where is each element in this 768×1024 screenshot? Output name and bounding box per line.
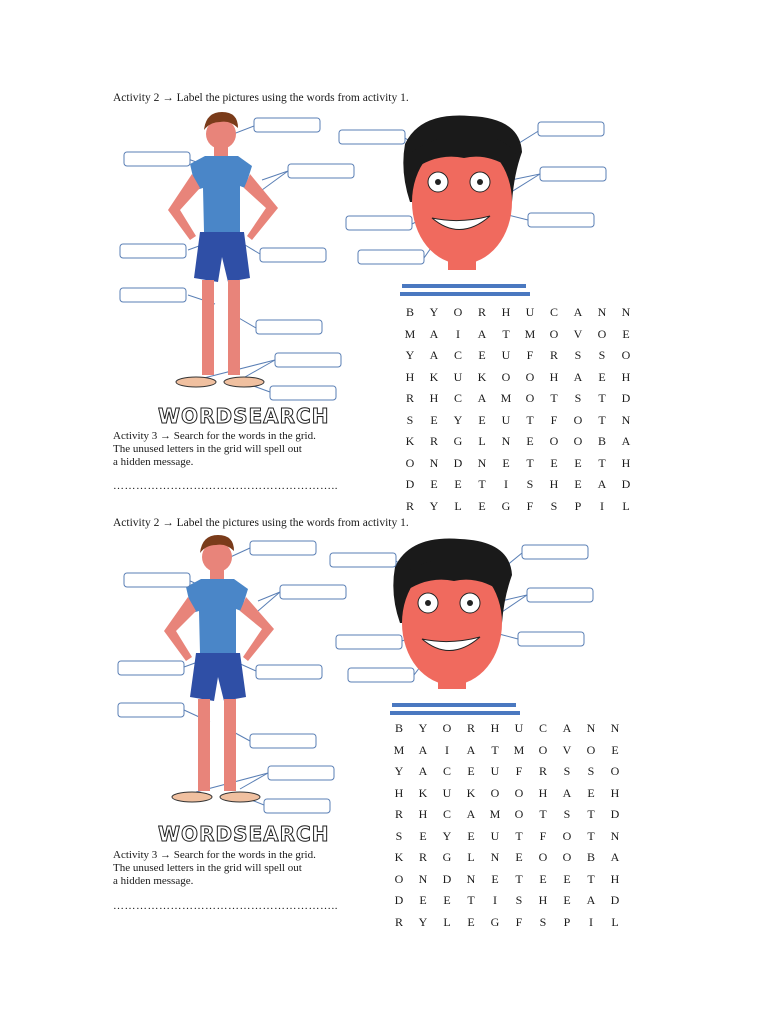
grid-letter: E [430,477,438,492]
grid-letter: E [598,369,606,384]
grid-letter: R [466,721,475,736]
grid-letter: F [515,764,523,779]
grid-letter: Y [453,412,463,427]
grid-letter: Y [418,721,428,736]
grid-letter: R [549,348,558,363]
grid-letter: N [610,721,620,736]
grid-row [387,847,627,869]
grid-letter: C [453,348,462,363]
grid-letter: E [515,850,523,865]
activity2-title: Activity 2 → Label the pictures using the words from activity 1. [113,517,409,529]
grid-letter: R [394,807,403,822]
grid-letter: U [442,785,452,800]
grid-letter: F [526,498,534,513]
grid-letter: A [418,742,428,757]
grid-letter: A [477,326,487,341]
grid-letter: N [490,850,500,865]
activity3-line: The unused letters in the grid will spell out [113,862,302,874]
grid-row [387,869,627,891]
grid-letter: A [429,326,439,341]
grid-letter: H [610,785,620,800]
grid-letter: T [587,807,595,822]
grid-letter: L [622,498,630,513]
grid-letter: H [538,785,548,800]
grid-letter: I [589,914,593,929]
grid-letter: T [598,412,606,427]
grid-letter: O [573,412,583,427]
grid-letter: O [394,871,404,886]
grid-letter: M [513,742,525,757]
grid-letter: G [501,498,511,513]
grid-letter: S [563,764,571,779]
grid-letter: O [549,326,559,341]
grid-letter: O [549,434,559,449]
grid-letter: S [515,893,523,908]
grid-letter: K [394,850,404,865]
grid-letter: O [514,807,524,822]
grid-letter: K [405,434,415,449]
grid-letter: G [442,850,452,865]
grid-letter: B [405,305,414,320]
grid-letter: A [562,785,572,800]
grid-letter: O [562,828,572,843]
grid-letter: H [490,721,500,736]
word-search-grid [387,718,627,933]
grid-letter: E [563,871,571,886]
grid-letter: C [442,807,451,822]
grid-letter: P [563,914,571,929]
grid-row [398,302,638,324]
grid-letter: N [597,305,607,320]
grid-letter: F [550,412,558,427]
grid-letter: U [514,721,524,736]
grid-letter: M [500,391,512,406]
grid-letter: R [394,914,403,929]
grid-letter: B [586,850,595,865]
grid-letter: D [610,807,620,822]
grid-letter: S [563,807,571,822]
grid-letter: L [443,914,451,929]
grid-letter: R [405,391,414,406]
grid-letter: T [515,871,523,886]
grid-letter: H [549,477,559,492]
grid-row [398,474,638,496]
grid-row [398,453,638,475]
answer-line: ………………………………………………….. [113,480,338,492]
grid-letter: E [539,871,547,886]
grid-row [387,761,627,783]
activity3-line: a hidden message. [113,456,194,468]
grid-letter: S [574,348,582,363]
grid-letter: T [502,326,510,341]
grid-letter: N [621,412,631,427]
grid-letter: E [430,412,438,427]
grid-row [387,740,627,762]
grid-letter: I [456,326,460,341]
grid-letter: P [574,498,582,513]
grid-letter: L [454,498,462,513]
grid-letter: K [466,785,476,800]
activity2-title: Activity 2 → Label the pictures using the words from activity 1. [113,92,409,104]
grid-row [398,345,638,367]
grid-letter: O [538,742,548,757]
grid-letter: H [538,893,548,908]
grid-letter: H [429,391,439,406]
grid-letter: D [621,477,631,492]
grid-letter: A [466,742,476,757]
grid-letter: T [526,412,534,427]
grid-letter: T [587,828,595,843]
grid-letter: H [610,871,620,886]
grid-row [387,890,627,912]
grid-letter: R [418,850,427,865]
grid-letter: T [478,477,486,492]
grid-letter: L [478,434,486,449]
grid-letter: O [525,369,535,384]
grid-letter: E [491,871,499,886]
grid-letter: E [467,914,475,929]
grid-letter: A [573,305,583,320]
grid-letter: U [501,348,511,363]
word-search-grid [398,302,638,517]
answer-line: ………………………………………………….. [113,900,338,912]
worksheet-section-1 [0,92,768,512]
grid-letter: H [549,369,559,384]
grid-letter: Y [442,828,452,843]
grid-letter: H [394,785,404,800]
wordsearch-logo: WORDSEARCH [158,404,330,428]
grid-letter: E [443,893,451,908]
grid-letter: S [539,914,547,929]
grid-letter: D [621,391,631,406]
grid-letter: I [600,498,604,513]
grid-letter: S [598,348,606,363]
grid-letter: O [405,455,415,470]
grid-letter: H [621,455,631,470]
grid-letter: O [514,785,524,800]
grid-letter: F [515,914,523,929]
grid-letter: T [526,455,534,470]
grid-letter: E [550,455,558,470]
grid-letter: S [550,498,558,513]
grid-row [387,912,627,934]
grid-letter: A [466,807,476,822]
activity3-line: Activity 3 → Search for the words in the grid. [113,849,316,861]
grid-letter: O [573,434,583,449]
grid-row [387,783,627,805]
boy-face [398,116,530,297]
grid-letter: E [622,326,630,341]
grid-letter: D [405,477,415,492]
activity3-line: Activity 3 → Search for the words in the grid. [113,430,316,442]
grid-letter: M [404,326,416,341]
grid-letter: A [562,721,572,736]
grid-letter: T [539,807,547,822]
grid-letter: D [610,893,620,908]
grid-row [398,324,638,346]
grid-letter: E [574,455,582,470]
grid-letter: O [586,742,596,757]
grid-letter: U [525,305,535,320]
grid-letter: U [501,412,511,427]
grid-letter: N [418,871,428,886]
grid-row [387,804,627,826]
grid-letter: C [549,305,558,320]
grid-letter: S [587,764,595,779]
grid-letter: T [491,742,499,757]
grid-letter: K [429,369,439,384]
grid-letter: R [477,305,486,320]
grid-letter: L [611,914,619,929]
grid-letter: C [453,391,462,406]
grid-letter: G [453,434,463,449]
grid-letter: C [538,721,547,736]
grid-letter: Y [429,498,439,513]
grid-letter: I [504,477,508,492]
grid-letter: O [501,369,511,384]
grid-letter: R [429,434,438,449]
grid-letter: F [526,348,534,363]
grid-letter: K [418,785,428,800]
grid-letter: E [467,764,475,779]
grid-letter: N [501,434,511,449]
grid-letter: E [419,828,427,843]
grid-letter: T [587,871,595,886]
worksheet-section-2 [0,517,768,937]
grid-letter: M [393,742,405,757]
grid-letter: E [478,498,486,513]
grid-letter: H [418,807,428,822]
grid-letter: V [562,742,572,757]
grid-row [398,388,638,410]
grid-letter: N [477,455,487,470]
grid-letter: H [405,369,415,384]
grid-letter: U [490,828,500,843]
grid-row [398,410,638,432]
grid-letter: I [445,742,449,757]
grid-letter: E [467,828,475,843]
grid-letter: T [550,391,558,406]
grid-letter: G [490,914,500,929]
grid-letter: Y [429,305,439,320]
grid-letter: N [466,871,476,886]
grid-row [387,826,627,848]
grid-letter: D [453,455,463,470]
grid-letter: S [574,391,582,406]
grid-letter: Y [405,348,415,363]
grid-letter: D [442,871,452,886]
grid-letter: E [563,893,571,908]
grid-letter: S [395,828,403,843]
grid-letter: Y [394,764,404,779]
grid-row [387,718,627,740]
grid-letter: Y [418,914,428,929]
grid-letter: H [621,369,631,384]
grid-letter: A [418,764,428,779]
grid-letter: F [539,828,547,843]
wordsearch-logo: WORDSEARCH [158,822,330,846]
activity3-line: The unused letters in the grid will spell out [113,443,302,455]
grid-letter: A [429,348,439,363]
grid-letter: R [538,764,547,779]
boy-face [388,539,520,715]
activity3-line: a hidden message. [113,875,194,887]
grid-letter: E [478,412,486,427]
grid-letter: S [526,477,534,492]
grid-letter: E [526,434,534,449]
grid-letter: A [586,893,596,908]
grid-letter: T [598,391,606,406]
grid-letter: E [419,893,427,908]
grid-letter: T [467,893,475,908]
grid-letter: I [493,893,497,908]
activity3-instructions [113,430,373,469]
grid-letter: N [610,828,620,843]
grid-row [398,431,638,453]
grid-letter: M [524,326,536,341]
grid-letter: U [453,369,463,384]
grid-letter: O [538,850,548,865]
grid-letter: A [621,434,631,449]
grid-letter: K [477,369,487,384]
grid-letter: E [454,477,462,492]
grid-letter: M [489,807,501,822]
activity3-instructions [113,849,373,888]
grid-letter: O [525,391,535,406]
grid-letter: E [611,742,619,757]
grid-letter: O [597,326,607,341]
grid-letter: N [586,721,596,736]
grid-letter: S [406,412,414,427]
grid-letter: R [405,498,414,513]
grid-letter: A [610,850,620,865]
grid-letter: U [490,764,500,779]
grid-letter: O [442,721,452,736]
grid-letter: H [501,305,511,320]
grid-letter: L [467,850,475,865]
grid-letter: E [587,785,595,800]
grid-letter: V [573,326,583,341]
grid-letter: O [621,348,631,363]
grid-letter: O [610,764,620,779]
grid-letter: D [394,893,404,908]
grid-letter: T [515,828,523,843]
grid-letter: A [477,391,487,406]
grid-letter: T [598,455,606,470]
grid-letter: A [573,369,583,384]
grid-letter: B [394,721,403,736]
grid-letter: E [574,477,582,492]
grid-row [398,367,638,389]
grid-letter: N [621,305,631,320]
grid-letter: N [429,455,439,470]
grid-letter: E [478,348,486,363]
grid-letter: C [442,764,451,779]
grid-letter: A [597,477,607,492]
grid-letter: B [597,434,606,449]
grid-letter: O [562,850,572,865]
grid-row [398,496,638,518]
grid-letter: E [502,455,510,470]
grid-letter: O [453,305,463,320]
grid-letter: O [490,785,500,800]
